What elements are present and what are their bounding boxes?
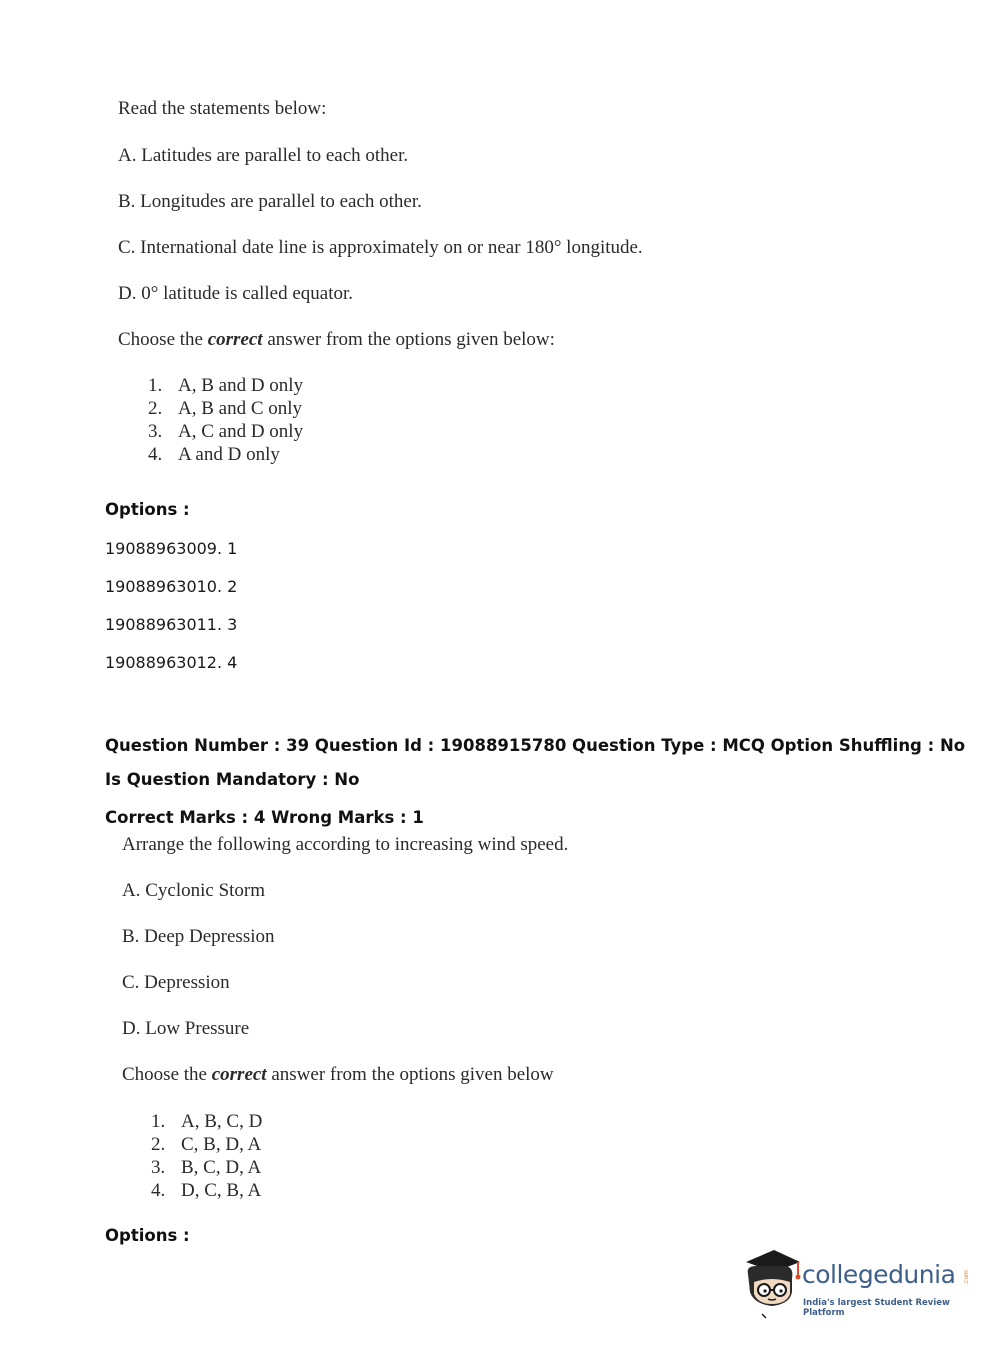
list-item: 1. A, B and D only: [148, 375, 304, 396]
list-item: 2. A, B and C only: [148, 398, 303, 419]
list-item: 4. D, C, B, A: [151, 1180, 262, 1201]
collegedunia-logo: [740, 1248, 970, 1320]
q39-intro: Arrange the following according to increasing wind speed.: [122, 834, 569, 855]
q39-choose-emphasis: correct: [211, 1064, 267, 1085]
logo-com-text: .com: [962, 1270, 970, 1285]
q38-option-3: 19088963011. 3: [105, 615, 238, 634]
q38-statement-a: A. Latitudes are parallel to each other.: [118, 145, 409, 166]
student-mascot-icon: [740, 1248, 802, 1320]
q38-choose-emphasis: correct: [207, 329, 263, 350]
q38-option-1: 19088963009. 1: [105, 539, 238, 558]
q38-choose-instruction: Choose the correct answer from the options given below:: [118, 329, 555, 350]
q38-option-2: 19088963010. 2: [105, 577, 238, 596]
logo-brand-text: collegedunia: [802, 1260, 956, 1289]
q38-answer-list: [148, 374, 303, 466]
q39-options-label: Options :: [105, 1226, 190, 1245]
list-item: 2. C, B, D, A: [151, 1134, 262, 1155]
list-item: 3. A, C and D only: [148, 421, 304, 442]
q39-statement-d: D. Low Pressure: [122, 1018, 250, 1039]
list-item: 3. B, C, D, A: [151, 1157, 262, 1178]
q38-statement-d: D. 0° latitude is called equator.: [118, 283, 354, 304]
q39-statement-b: B. Deep Depression: [122, 926, 275, 947]
q39-statement-a: A. Cyclonic Storm: [122, 880, 266, 901]
q39-choose-instruction: Choose the correct answer from the options given below: [122, 1064, 554, 1085]
q39-meta-line-3: Correct Marks : 4 Wrong Marks : 1: [105, 808, 424, 827]
q39-answer-list: [151, 1110, 262, 1202]
q38-option-4: 19088963012. 4: [105, 653, 238, 672]
q38-statement-c: C. International date line is approximately on or near 180° longitude.: [118, 237, 643, 258]
logo-tagline: India's largest Student Review Platform: [803, 1298, 950, 1318]
q38-statement-b: B. Longitudes are parallel to each other.: [118, 191, 422, 212]
q38-options-label: Options :: [105, 500, 190, 519]
list-item: 4. A and D only: [148, 444, 280, 465]
q39-meta-line-2: Is Question Mandatory : No: [105, 770, 360, 789]
list-item: 1. A, B, C, D: [151, 1111, 263, 1132]
q38-intro: Read the statements below:: [118, 98, 327, 119]
q39-meta-line-1: Question Number : 39 Question Id : 19088915780 Question Type : MCQ Option Shuffling : No: [105, 736, 966, 755]
q39-statement-c: C. Depression: [122, 972, 230, 993]
